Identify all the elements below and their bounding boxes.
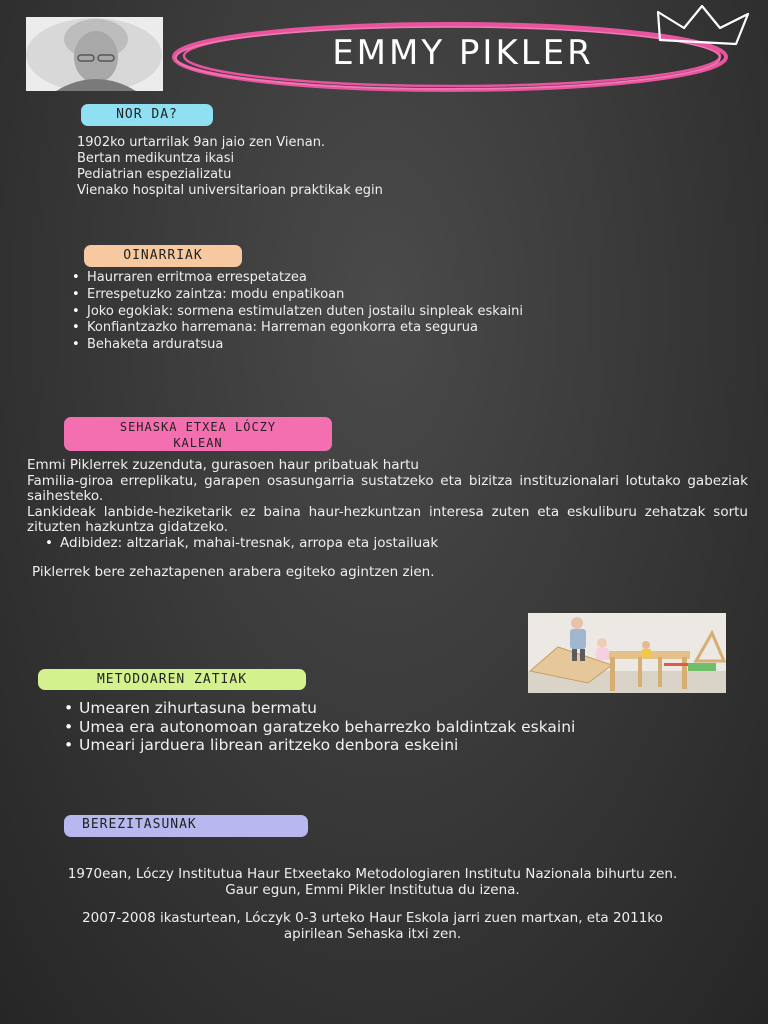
title-block bbox=[168, 10, 758, 95]
sehaska-text bbox=[27, 458, 748, 581]
kids-playing-photo bbox=[528, 613, 726, 693]
list-item: • Joko egokiak: sormena estimulatzen duten jostailu sinpleak eskaini bbox=[66, 304, 580, 321]
nor-da-line: Vienako hospital universitarioan praktikak egin bbox=[77, 183, 383, 198]
metodoa-list bbox=[58, 699, 648, 755]
sehaska-list bbox=[27, 536, 748, 552]
list-item: • Umearen zihurtasuna bermatu bbox=[58, 699, 648, 718]
sehaska-label-line: KALEAN bbox=[173, 436, 223, 450]
list-item: • Umeari jarduera librean aritzeko denbora eskeini bbox=[58, 736, 648, 755]
sehaska-paragraph: Emmi Piklerrek zuzenduta, gurasoen haur pribatuak hartu bbox=[27, 457, 419, 473]
page-title: EMMY PIKLER bbox=[332, 33, 594, 73]
list-item: • Haurraren erritmoa errespetatzea bbox=[66, 270, 580, 287]
portrait-photo bbox=[26, 17, 163, 91]
list-item: • Umea era autonomoan garatzeko beharrezko baldintzak eskaini bbox=[58, 718, 599, 737]
label-oinarriak: OINARRIAK bbox=[84, 245, 242, 267]
label-metodoa: METODOAREN ZATIAK bbox=[38, 669, 306, 690]
list-item: • Errespetuzko zaintza: modu enpatikoan bbox=[66, 287, 580, 304]
label-berezitasunak: BEREZITASUNAK bbox=[64, 815, 308, 837]
berezitasunak-text bbox=[50, 866, 695, 942]
label-nor-da: NOR DA? bbox=[81, 104, 213, 126]
berezitasunak-paragraph: 2007-2008 ikasturtean, Lóczyk 0-3 urteko Haur Eskola jarri zuen martxan, eta 2011ko apirilean Sehaska itxi zen. bbox=[82, 910, 663, 942]
sehaska-paragraph: Familia-giroa erreplikatu, garapen osasungarria sustatzeko eta bizitza instituzionalari lotutako gabeziak saihesteko. bbox=[27, 472, 748, 504]
label-sehaska bbox=[64, 417, 332, 451]
nor-da-line: 1902ko urtarrilak 9an jaio zen Vienan. bbox=[77, 135, 326, 150]
sehaska-paragraph: Lankideak lanbide-heziketarik ez baina haur-hezkuntzan interesa zuten eta eskuliburu zehatzak sortu zituzten hazkuntza gidatzeko. bbox=[27, 503, 748, 535]
oinarriak-list bbox=[66, 270, 580, 354]
nor-da-text bbox=[77, 135, 577, 199]
sehaska-label-line: SEHASKA ETXEA LÓCZY bbox=[119, 420, 277, 434]
nor-da-line: Bertan medikuntza ikasi bbox=[77, 151, 235, 166]
berezitasunak-paragraph: 1970ean, Lóczy Institutua Haur Etxeetako Metodologiaren Institutu Nazionala bihurtu zen. Gaur egun, Emmi Pikler Institutua du izena. bbox=[67, 866, 678, 898]
sehaska-paragraph: Piklerrek bere zehaztapenen arabera egiteko agintzen zien. bbox=[32, 564, 435, 580]
list-item: • Adibidez: altzariak, mahai-tresnak, arropa eta jostailuak bbox=[39, 536, 748, 552]
nor-da-line: Pediatrian espezializatu bbox=[77, 167, 232, 182]
list-item: • Konfiantzazko harremana: Harreman egonkorra eta segurua bbox=[66, 320, 580, 337]
list-item: • Behaketa arduratsua bbox=[66, 337, 580, 354]
